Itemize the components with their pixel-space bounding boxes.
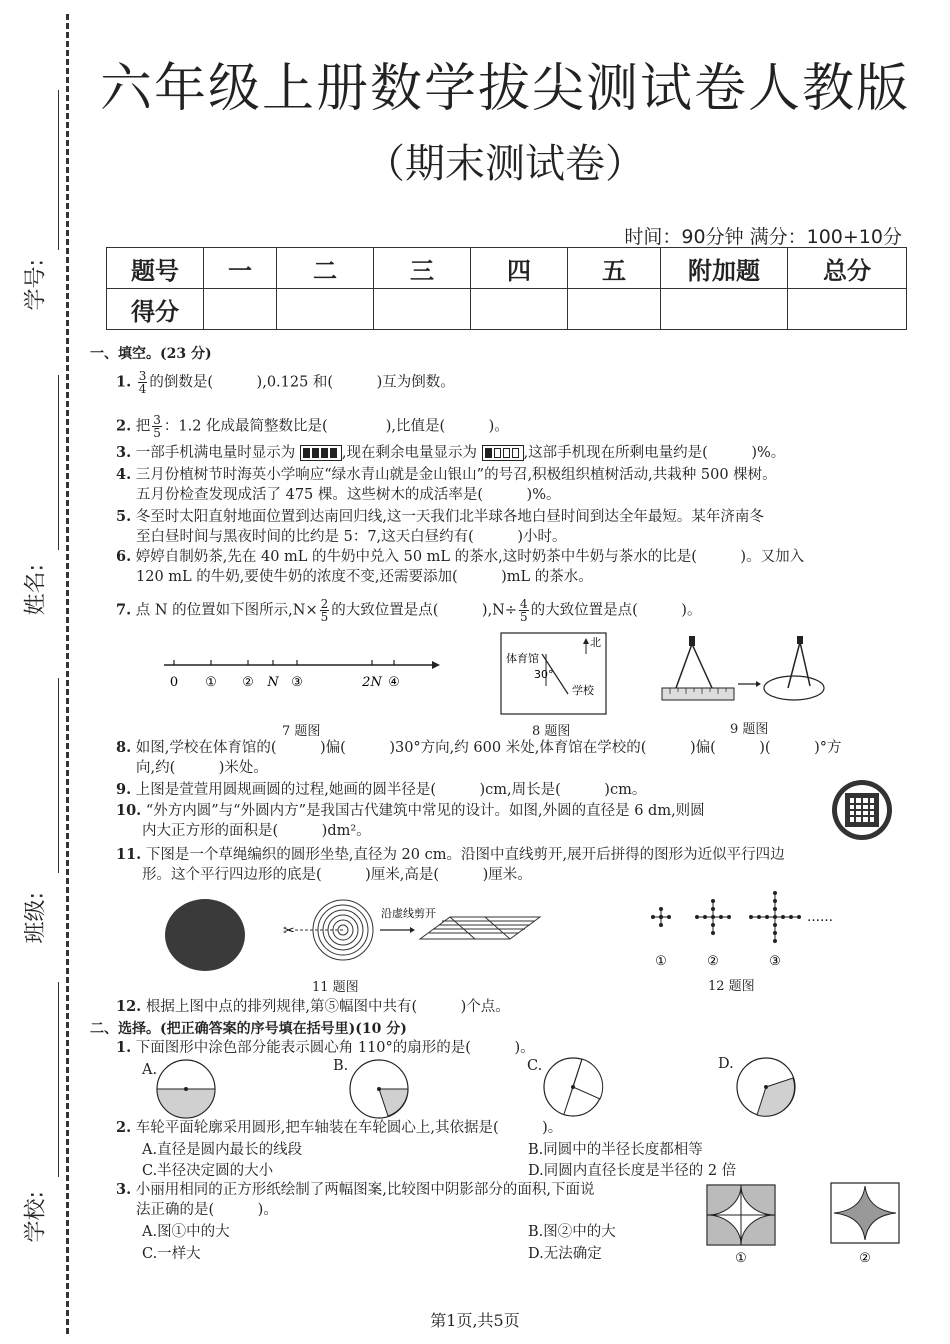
gym-label: 体育馆 <box>506 652 539 665</box>
school-label: 学校: <box>23 1191 49 1243</box>
drawn-circle <box>764 676 824 700</box>
q-number: 6. <box>116 548 132 565</box>
class-field <box>14 678 54 948</box>
direction-figure <box>500 632 608 716</box>
choice-q1 <box>116 1038 535 1058</box>
figure-label: ② <box>859 1251 871 1266</box>
pinwheel-figure <box>706 1184 776 1266</box>
school-label: 学校 <box>572 684 594 697</box>
option-d-label[interactable]: D. <box>718 1056 734 1072</box>
option-d-sector[interactable] <box>735 1056 797 1118</box>
score-header-cell: 附加题 <box>661 248 788 289</box>
page-subtitle: （期末测试卷） <box>365 141 645 187</box>
compass-leg <box>692 644 712 688</box>
q2-option-b[interactable]: B.同圆中的半径长度都相等 <box>528 1142 703 1158</box>
compass-figure <box>660 636 835 718</box>
q2-fill <box>116 414 509 439</box>
q-number: 2. <box>116 417 132 435</box>
score-header-cell: 总分 <box>788 248 907 289</box>
north-label: 北 <box>590 636 601 649</box>
q2-option-d[interactable]: D.同圆内直径长度是半径的 2 倍 <box>528 1163 737 1179</box>
q-text: 三月份植树节时海英小学响应“绿水青山就是金山银山”的号召,积极组织植树活动,共栽种 500 棵树。 <box>135 467 777 483</box>
q-text: 婷婷自制奶茶,先在 40 mL 的牛奶中兑入 50 mL 的茶水,这时奶茶中牛奶与茶水的比是( )。又加入 <box>135 549 805 565</box>
q-text: 的大致位置是点( )。 <box>530 602 702 619</box>
tick-label: 2N <box>362 675 382 690</box>
q1-fill <box>116 370 455 395</box>
score-table <box>106 247 907 330</box>
frac-den: 5 <box>520 610 528 624</box>
q-text: 向,约( )米处。 <box>136 760 268 776</box>
frac-den: 5 <box>320 610 329 624</box>
q-number: 10. <box>116 802 142 819</box>
q5-fill <box>116 507 764 547</box>
compass-leg <box>800 642 810 686</box>
option-b-label[interactable]: B. <box>333 1058 349 1074</box>
fraction <box>152 414 162 439</box>
score-header-cell: 一 <box>204 248 277 289</box>
q-number: 8. <box>116 739 132 756</box>
q-number: 1. <box>116 373 132 391</box>
cushion-figure <box>165 895 545 975</box>
q-text: 如图,学校在体育馆的( )偏( )30°方向,约 600 米处,体育馆在学校的( )偏( )( )°方 <box>135 740 842 756</box>
score-cell[interactable] <box>661 289 788 330</box>
star-figure <box>830 1182 900 1266</box>
q3-option-a[interactable]: A.图①中的大 <box>142 1224 230 1240</box>
q-number: 7. <box>116 601 132 619</box>
tick-label: N <box>267 675 279 690</box>
q6-fill <box>116 547 804 587</box>
q-number: 4. <box>116 466 132 483</box>
option-a-label[interactable]: A. <box>142 1062 158 1078</box>
score-value-row <box>107 289 907 330</box>
battery-full-icon <box>300 445 342 461</box>
frac-num: 3 <box>153 413 161 427</box>
frac-den: 5 <box>153 426 161 440</box>
q-text: 的大致位置是点( ),N÷ <box>331 602 518 619</box>
q3-option-d[interactable]: D.无法确定 <box>528 1246 602 1262</box>
q-text: 的倒数是( ),0.125 和( )互为倒数。 <box>149 374 455 391</box>
tick-label: ④ <box>388 675 400 690</box>
page-footer: 第1页,共5页 <box>430 1311 520 1330</box>
tick-label: ③ <box>291 675 303 690</box>
school-line[interactable] <box>58 982 59 1177</box>
time-info: 时间：90分钟 满分：100+10分 <box>624 226 902 248</box>
score-header-cell: 三 <box>374 248 471 289</box>
compass-leg <box>676 644 692 688</box>
class-label: 班级: <box>23 892 49 944</box>
q9-fill <box>116 780 646 800</box>
option-c-label[interactable]: C. <box>527 1058 543 1074</box>
q8-fill <box>116 738 842 778</box>
fraction <box>138 370 148 395</box>
q-text: 冬至时太阳直射地面位置到达南回归线,这一天我们北半球各地白昼时间到达全年最短。某年济南冬 <box>135 509 764 525</box>
straw-cushion <box>165 899 245 971</box>
pattern-label: ② <box>707 954 719 969</box>
q-text: 一部手机满电量时显示为 <box>135 445 296 461</box>
round-window-figure <box>830 778 894 842</box>
q-number: 3. <box>116 444 132 461</box>
scissors-icon: ✂ <box>283 923 295 939</box>
q-number: 3. <box>116 1181 132 1198</box>
option-b-sector[interactable] <box>348 1058 410 1120</box>
frac-den: 4 <box>138 382 147 396</box>
score-header-cell: 四 <box>471 248 568 289</box>
fig9-caption: 9 题图 <box>730 722 769 737</box>
fig11-caption: 11 题图 <box>312 980 359 995</box>
q-text: 下图是一个草绳编织的圆形坐垫,直径为 20 cm。沿图中直线剪开,展开后拼得的图形为近似平行四边 <box>145 847 785 863</box>
score-cell[interactable] <box>568 289 661 330</box>
q-text: 五月份检查发现成活了 475 棵。这些树木的成活率是( )%。 <box>136 487 561 503</box>
frac-num: 4 <box>520 597 528 611</box>
score-header-cell: 题号 <box>107 248 204 289</box>
q11-fill <box>116 845 785 885</box>
angle-label: 30° <box>534 668 554 681</box>
score-header-cell: 五 <box>568 248 661 289</box>
q-text: 120 mL 的牛奶,要使牛奶的浓度不变,还需要添加( )mL 的茶水。 <box>136 569 593 585</box>
tick-label: ② <box>242 675 254 690</box>
binding-dashed-line <box>66 14 69 1334</box>
frac-num: 3 <box>138 369 147 383</box>
q-number: 12. <box>116 998 142 1015</box>
score-header-row <box>107 248 907 289</box>
q-text: ,现在剩余电量显示为 <box>341 445 477 461</box>
arrow-icon <box>432 661 440 669</box>
name-label: 姓名: <box>23 564 49 616</box>
choice-q3 <box>116 1180 594 1220</box>
score-cell[interactable] <box>374 289 471 330</box>
number-line-figure <box>160 655 440 695</box>
section2-heading: 二、选择。(把正确答案的序号填在括号里)(10 分) <box>90 1021 407 1037</box>
q-text: 上图是萱萱用圆规画圆的过程,她画的圆半径是( )cm,周长是( )cm。 <box>135 782 647 798</box>
q-text: 小丽用相同的正方形纸绘制了两幅图案,比较图中阴影部分的面积,下面说 <box>135 1182 595 1198</box>
class-line[interactable] <box>58 678 59 873</box>
fig8-caption: 8 题图 <box>532 724 571 739</box>
q12-fill <box>116 997 510 1017</box>
q-text: 车轮平面轮廓采用圆形,把车轴装在车轮圆心上,其依据是( )。 <box>135 1120 563 1136</box>
binding-sidebar <box>0 0 78 1344</box>
score-cell[interactable] <box>277 289 374 330</box>
battery-low-icon <box>482 445 524 461</box>
name-field <box>14 375 54 625</box>
page-title: 六年级上册数学拔尖测试卷人教版 <box>99 59 910 119</box>
q2-option-a[interactable]: A.直径是圆内最长的线段 <box>142 1142 303 1158</box>
q10-fill <box>116 801 705 841</box>
pattern-label: ③ <box>769 954 781 969</box>
cut-label: 沿虚线剪开 <box>381 907 436 920</box>
q-number: 9. <box>116 781 132 798</box>
student-no-field <box>14 90 54 320</box>
compass-leg <box>788 642 800 688</box>
q4-fill <box>116 465 777 505</box>
student-no-line[interactable] <box>58 90 59 250</box>
tick-label: 0 <box>169 675 179 690</box>
ruler-icon <box>662 688 734 700</box>
fig12-caption: 12 题图 <box>708 979 755 994</box>
dot-pattern-figure <box>645 895 855 970</box>
score-header-cell: 二 <box>277 248 374 289</box>
q3-option-c[interactable]: C.一样大 <box>142 1246 201 1262</box>
name-line[interactable] <box>58 375 59 550</box>
score-cell[interactable] <box>471 289 568 330</box>
choice-q2 <box>116 1118 562 1138</box>
student-no-label: 学号: <box>23 259 49 311</box>
q-text: 点 N 的位置如下图所示,N× <box>135 602 318 619</box>
q7-fill <box>116 598 701 623</box>
q-text: ：1.2 化成最简整数比是( ),比值是( )。 <box>163 418 509 435</box>
q-text: ,这部手机现在所剩电量约是( )%。 <box>523 445 786 461</box>
section1-heading: 一、填空。(23 分) <box>90 346 212 362</box>
q3-option-b[interactable]: B.图②中的大 <box>528 1224 616 1240</box>
q-text: 至白昼时间与黑夜时间的比约是 5：7,这天白昼约有( )小时。 <box>136 529 567 545</box>
option-c-sector[interactable] <box>542 1056 604 1118</box>
q2-option-c[interactable]: C.半径决定圆的大小 <box>142 1163 274 1179</box>
q-text: 下面图形中涂色部分能表示圆心角 110°的扇形的是( )。 <box>135 1040 535 1056</box>
school-field <box>14 982 54 1242</box>
q-text: 把 <box>135 418 151 435</box>
score-row-label: 得分 <box>107 289 204 330</box>
tick-label: ① <box>205 675 217 690</box>
fraction <box>320 598 330 623</box>
q-text: 根据上图中点的排列规律,第⑤幅图中共有( )个点。 <box>145 999 510 1015</box>
q-number: 11. <box>116 846 142 863</box>
figure-label: ① <box>735 1251 747 1266</box>
q-text: 法正确的是( )。 <box>136 1202 278 1218</box>
option-a-sector[interactable] <box>155 1058 217 1120</box>
frac-num: 2 <box>320 597 329 611</box>
q-text: “外方内圆”与“外圆内方”是我国古代建筑中常见的设计。如图,外圆的直径是 6 dm,则圆 <box>145 803 705 819</box>
parallelogram <box>420 917 540 939</box>
ellipsis-label: …… <box>807 910 833 925</box>
q-text: 形。这个平行四边形的底是( )厘米,高是( )厘米。 <box>142 867 532 883</box>
score-cell[interactable] <box>204 289 277 330</box>
q-number: 1. <box>116 1039 132 1056</box>
q-number: 5. <box>116 508 132 525</box>
q-text: 内大正方形的面积是( )dm²。 <box>142 823 371 839</box>
pattern-label: ① <box>655 954 667 969</box>
score-cell[interactable] <box>788 289 907 330</box>
q-number: 2. <box>116 1119 132 1136</box>
q3-fill <box>116 443 785 463</box>
fraction <box>519 598 529 623</box>
fig7-caption: 7 题图 <box>282 724 321 739</box>
